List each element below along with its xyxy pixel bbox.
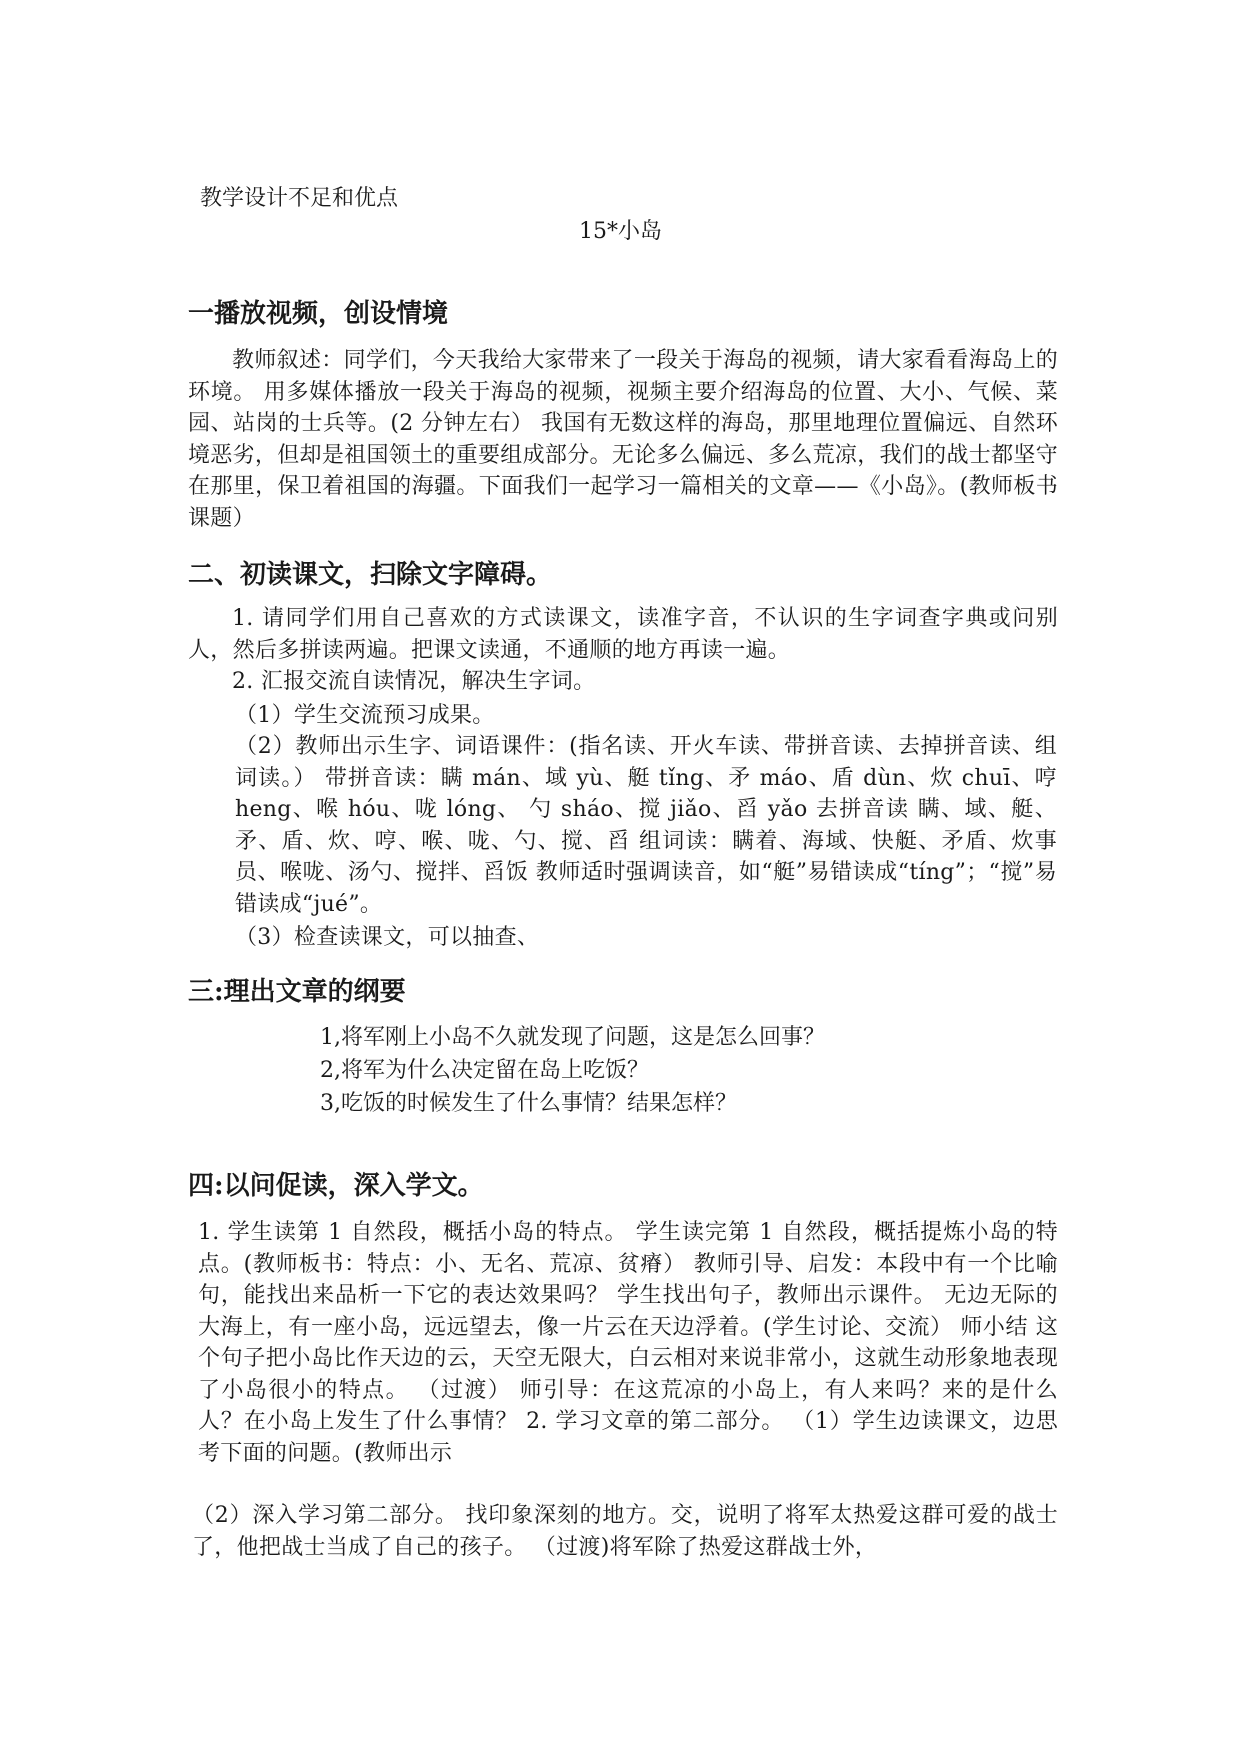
section-2-item-2: 2. 汇报交流自读情况，解决生字词。 <box>232 669 596 694</box>
section-2-sub-2: （2）教师出示生字、词语课件：(指名读、开火车读、带拼音读、去掉拼音读、组词读。） 带拼音读：瞒 mán、域 yù、艇 tǐng、矛 máo、盾 dùn、炊 chuī、哼 heng、喉 hóu、咙 lóng、 勺 sháo、搅 jiǎo、舀 yǎo 去拼音读 瞒、域、艇、矛、盾、炊、哼、喉、咙、勺、搅、舀 组词读：瞒着、海域、快艇、矛盾、炊事员、喉咙、汤勺、搅拌、舀饭 教师适时强调读音，如“艇”易错读成“tíng”；“搅”易错读成“jué”。 <box>235 734 1057 917</box>
outline-question-3: 3,吃饭的时候发生了什么事情？结果怎样？ <box>320 1091 737 1116</box>
outline-question-1: 1,将军刚上小岛不久就发现了问题，这是怎么回事？ <box>320 1025 825 1050</box>
section-4-body-2: （2）深入学习第二部分。 找印象深刻的地方。交，说明了将军太热爱这群可爱的战士了，他把战士当成了自己的孩子。 （过渡)将军除了热爱这群战士外， <box>192 1503 1058 1560</box>
document-title: 15*小岛 <box>579 219 662 244</box>
section-2-item-1: 1. 请同学们用自己喜欢的方式读课文，读准字音，不认识的生字词查字典或问别人，然后多拼读两遍。把课文读通，不通顺的地方再读一遍。 <box>188 606 1058 663</box>
section-2-sub-3: （3）检查读课文，可以抽查、 <box>235 925 540 950</box>
outline-question-2: 2,将军为什么决定留在岛上吃饭？ <box>320 1058 649 1083</box>
section-1-heading: 一播放视频，创设情境 <box>188 299 449 329</box>
section-4-heading: 四:以问促读，深入学文。 <box>188 1171 484 1201</box>
section-3-heading: 三:理出文章的纲要 <box>188 977 406 1007</box>
section-1-body: 教师叙述：同学们，今天我给大家带来了一段关于海岛的视频，请大家看看海岛上的环境。 用多媒体播放一段关于海岛的视频，视频主要介绍海岛的位置、大小、气候、菜园、站岗的士兵等。(2 分钟左右） 我国有无数这样的海岛，那里地理位置偏远、自然环境恶劣，但却是祖国领土的重要组成部分。无论多么偏远、多么荒凉，我们的战士都坚守在那里，保卫着祖国的海疆。下面我们一起学习一篇相关的文章——《小岛》。(教师板书课题） <box>188 348 1058 531</box>
section-4-body-1: 1. 学生读第 1 自然段，概括小岛的特点。 学生读完第 1 自然段，概括提炼小岛的特点。(教师板书：特点：小、无名、荒凉、贫瘠） 教师引导、启发：本段中有一个比喻句，能找出来品析一下它的表达效果吗？ 学生找出句子，教师出示课件。 无边无际的大海上，有一座小岛，远远望去，像一片云在天边浮着。(学生讨论、交流） 师小结 这个句子把小岛比作天边的云，天空无限大，白云相对来说非常小，这就生动形象地表现了小岛很小的特点。 （过渡） 师引导：在这荒凉的小岛上，有人来吗？来的是什么人？在小岛上发生了什么事情？ 2. 学习文章的第二部分。 （1）学生边读课文，边思考下面的问题。(教师出示 <box>198 1220 1058 1466</box>
section-2-sub-1: （1）学生交流预习成果。 <box>235 703 495 728</box>
section-2-heading: 二、初读课文，扫除文字障碍。 <box>188 560 553 590</box>
document-label: 教学设计不足和优点 <box>200 186 399 211</box>
